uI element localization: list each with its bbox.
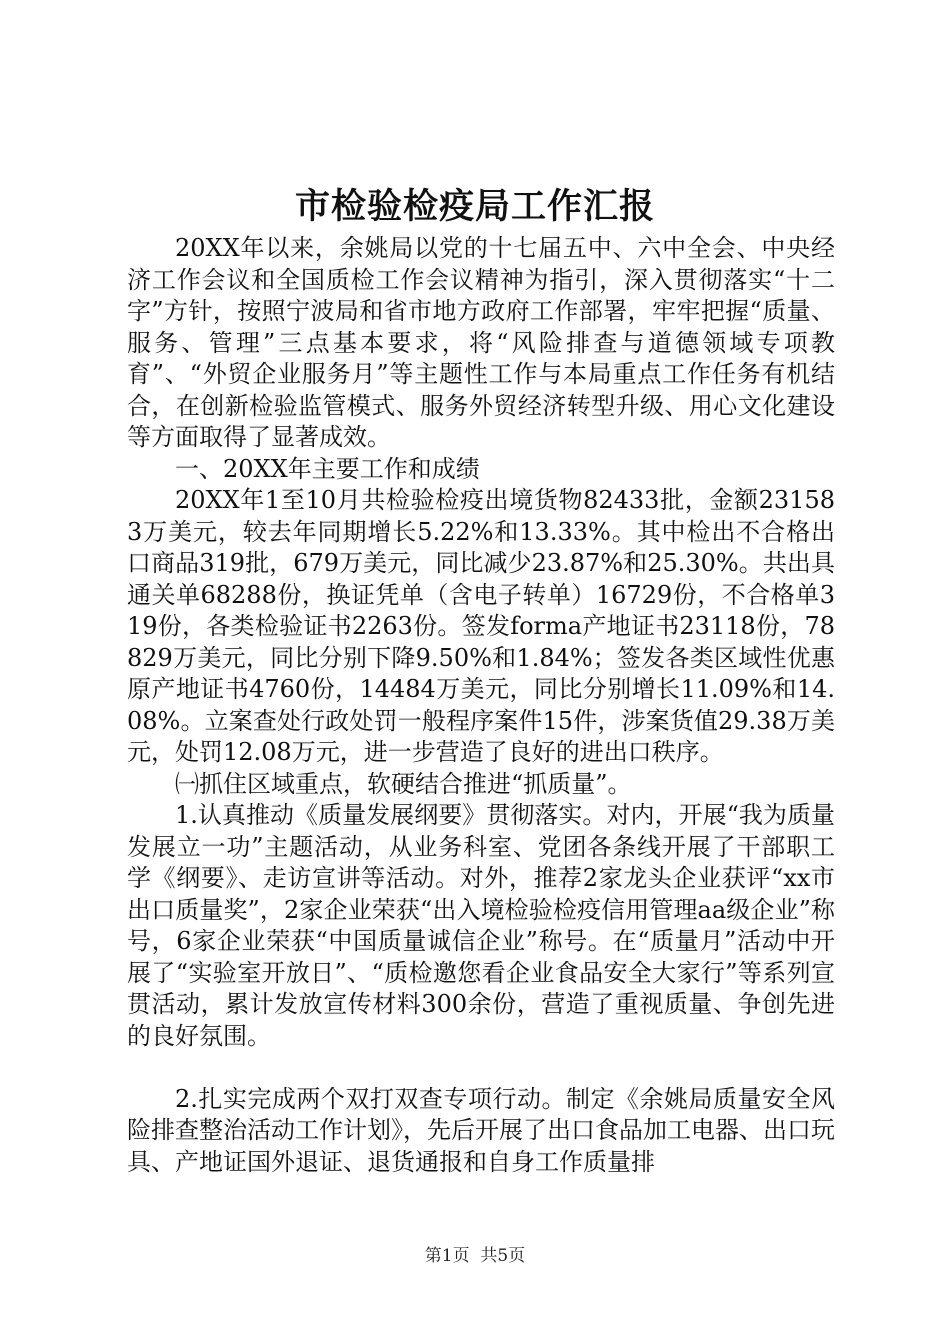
page-footer [0,1244,950,1268]
page-number: 第1页 共5页 [424,1246,526,1266]
item-2-paragraph: 2.扎实完成两个双打双查专项行动。制定《余姚局质量安全风险排查整治活动工作计划》，先后开展了出口食品加工电器、出口玩具、产地证国外退证、退货通报和自身工作质量排 [127,1084,835,1176]
section-heading: 一、20XX年主要工作和成绩 [175,454,480,483]
intro-paragraph: 20XX年以来，余姚局以党的十七届五中、六中全会、中央经济工作会议和全国质检工作会议精神为指引，深入贯彻落实“十二字”方针，按照宁波局和省市地方政府工作部署，牢牢把握“质量、服务、管理”三点基本要求，将“风险排查与道德领域专项教育”、“外贸企业服务月”等主题性工作与本局重点工作任务有机结合，在创新检验监管模式、服务外贸经济转型升级、用心文化建设等方面取得了显著成效。 [127,234,835,451]
item-1-paragraph: 1.认真推动《质量发展纲要》贯彻落实。对内，开展“我为质量发展立一功”主题活动，从业务科室、党团各条线开展了干部职工学《纲要》、走访宣讲等活动。对外，推荐2家龙头企业获评“xx市出口质量奖”，2家企业荣获“出入境检验检疫信用管理aa级企业”称号，6家企业荣获“中国质量诚信企业”称号。在“质量月”活动中开展了“实验室开放日”、“质检邀您看企业食品安全大家行”等系列宣贯活动，累计发放宣传材料300余份，营造了重视质量、争创先进的良好氛围。 [127,801,835,1050]
document-body [127,233,835,1178]
document-title: 市检验检疫局工作汇报 [294,186,655,227]
statistics-paragraph: 20XX年1至10月共检验检疫出境货物82433批，金额231583万美元，较去年同期增长5.22%和13.33%。其中检出不合格出口商品319批，679万美元，同比减少23.87%和25.30%。共出具通关单68288份，换证凭单（含电子转单）16729份，不合格单319份，各类检验证书2263份。签发forma产地证书23118份，78829万美元，同比分别下降9.50%和1.84%；签发各类区域性优惠原产地证书4760份，14484万美元，同比分别增长11.09%和14.08%。立案查处行政处罚一般程序案件15件，涉案货值29.38万美元，处罚12.08万元，进一步营造了良好的进出口秩序。 [127,486,835,766]
subsection-heading: ㈠抓住区域重点，软硬结合推进“抓质量”。 [175,769,632,798]
